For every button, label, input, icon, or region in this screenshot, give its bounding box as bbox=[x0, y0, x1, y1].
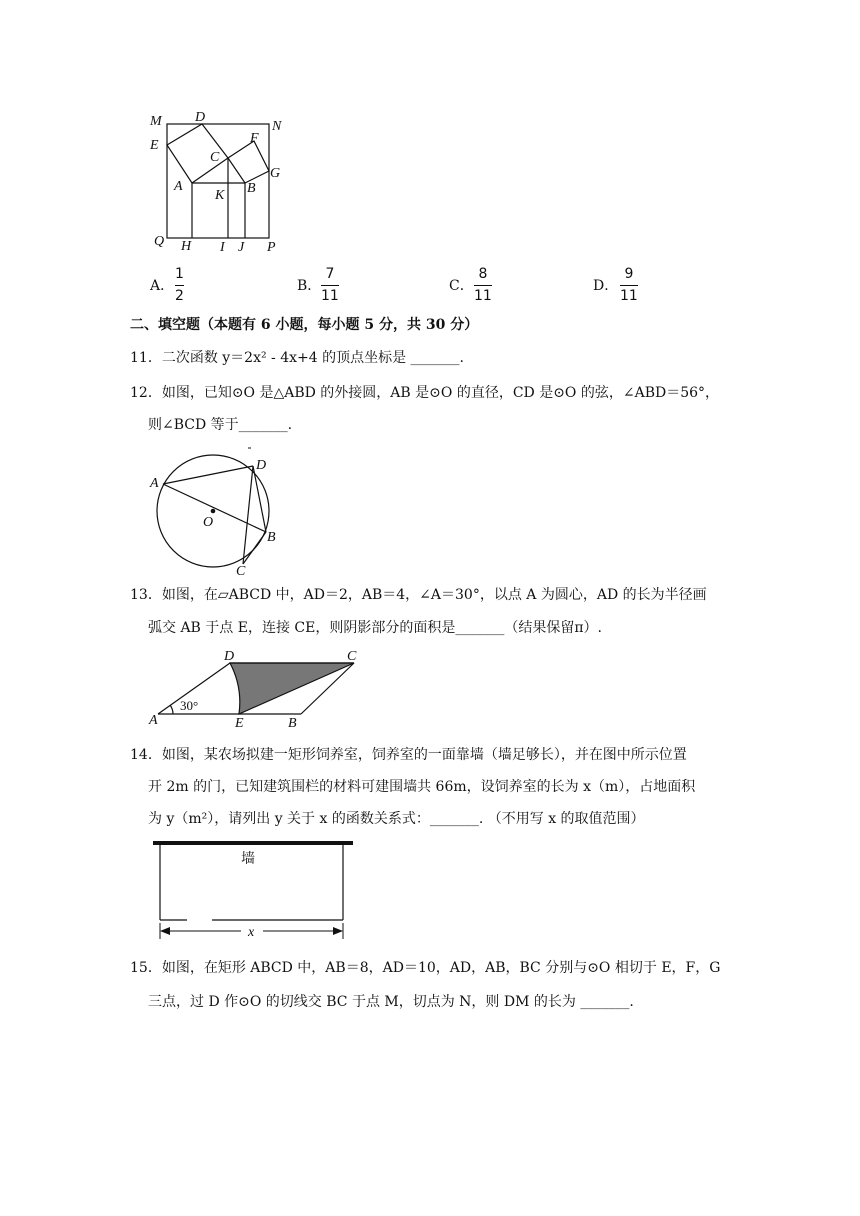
label-E: E bbox=[150, 138, 159, 153]
figure-q10 bbox=[140, 108, 300, 258]
question-12-line-2: 则∠BCD 等于_______. bbox=[148, 417, 293, 433]
question-14-line-1: 14．如图，某农场拟建一矩形饲养室，饲养室的一面靠墙（墙足够长），并在图中所示位置 bbox=[130, 747, 687, 763]
label-P: P bbox=[267, 240, 276, 255]
question-11: 11．二次函数 y＝2x² ‑ 4x+4 的顶点坐标是 _______. bbox=[130, 350, 465, 366]
choice-d-num: 9 bbox=[624, 266, 634, 282]
question-15-line-2: 三点，过 D 作⊙O 的切线交 BC 于点 M，切点为 N，则 DM 的长为 _______. bbox=[148, 994, 634, 1010]
label-C: C bbox=[347, 649, 357, 664]
section-2-title: 二、填空题（本题有 6 小题，每小题 5 分，共 30 分） bbox=[130, 317, 479, 333]
choice-c-fraction bbox=[474, 266, 492, 304]
label-B: B bbox=[288, 716, 297, 731]
choice-c-letter: C． bbox=[449, 278, 474, 294]
label-K: K bbox=[215, 188, 225, 203]
choice-b-den: 11 bbox=[321, 288, 339, 304]
figure-q13 bbox=[140, 646, 370, 736]
choice-d-letter: D． bbox=[593, 278, 619, 294]
choice-d-fraction bbox=[620, 266, 638, 304]
wall-label: 墙 bbox=[241, 851, 255, 867]
label-B: B bbox=[247, 181, 256, 196]
question-12-line-1: 12．如图，已知⊙O 是△ABD 的外接圆，AB 是⊙O 的直径，CD 是⊙O 的弦，∠ABD＝56°， bbox=[130, 385, 720, 401]
label-D: D bbox=[256, 458, 267, 473]
question-14-line-3: 为 y（m²），请列出 y 关于 x 的函数关系式：_______. （不用写 x 的取值范围） bbox=[148, 811, 645, 827]
label-O: O bbox=[203, 515, 214, 530]
label-B: B bbox=[267, 530, 276, 545]
question-15-line-1: 15．如图，在矩形 ABCD 中，AB＝8，AD＝10，AD，AB，BC 分别与⊙O 相切于 E，F，G bbox=[130, 960, 721, 976]
label-I: I bbox=[220, 240, 225, 255]
question-13-line-2: 弧交 AB 于点 E，连接 CE，则阴影部分的面积是_______（结果保留π）. bbox=[148, 620, 603, 636]
question-14-line-2: 开 2m 的门，已知建筑围栏的材料可建围墙共 66m，设饲养室的长为 x（m），占地面积 bbox=[148, 779, 696, 795]
choice-c-num: 8 bbox=[478, 266, 488, 282]
label-C: C bbox=[236, 564, 246, 576]
label-J: J bbox=[238, 240, 245, 255]
choice-b-fraction bbox=[321, 266, 339, 304]
choice-b-letter: B． bbox=[297, 278, 322, 294]
label-A: A bbox=[149, 713, 158, 728]
choice-a-den: 2 bbox=[175, 288, 184, 304]
figure-q14 bbox=[145, 836, 365, 946]
choice-d-den: 11 bbox=[620, 288, 638, 304]
label-angle: 30° bbox=[180, 698, 199, 713]
choice-a-fraction bbox=[175, 266, 184, 304]
label-A: A bbox=[150, 476, 159, 491]
label-H: H bbox=[181, 239, 192, 254]
label-C: C bbox=[210, 150, 220, 165]
label-D: D bbox=[195, 110, 206, 125]
choice-a-num: 1 bbox=[175, 266, 184, 282]
label-D: D bbox=[224, 649, 235, 664]
label-N: N bbox=[272, 119, 282, 134]
question-13-line-1: 13．如图，在▱ABCD 中，AD＝2，AB＝4，∠A＝30°，以点 A 为圆心，AD 的长为半径画 bbox=[130, 587, 707, 603]
choice-b-num: 7 bbox=[325, 266, 335, 282]
label-G: G bbox=[270, 166, 281, 181]
label-M: M bbox=[150, 114, 162, 129]
label-F: F bbox=[250, 131, 259, 146]
center-point bbox=[211, 509, 216, 514]
choice-c-den: 11 bbox=[474, 288, 492, 304]
label-Q: Q bbox=[154, 234, 165, 249]
choice-a-letter: A． bbox=[150, 278, 175, 294]
figure-q12 bbox=[140, 436, 300, 576]
label-A: A bbox=[174, 179, 183, 194]
label-E: E bbox=[235, 716, 244, 731]
x-label: x bbox=[248, 925, 255, 940]
